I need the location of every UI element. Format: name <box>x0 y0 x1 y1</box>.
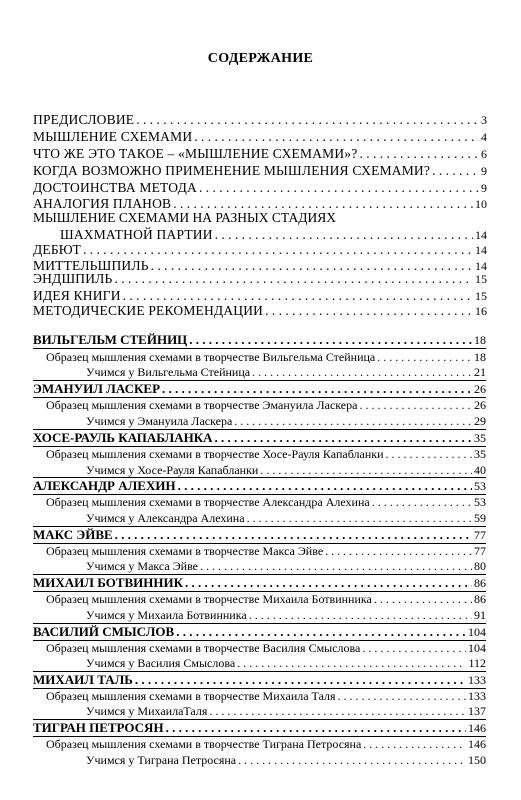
toc-subentry-page: 112 <box>468 656 486 670</box>
toc-entry-page: 10 <box>475 197 487 211</box>
toc-subentry-title: Образец мышления схемами в творчестве Макса Эйве <box>46 544 324 558</box>
toc-chapter[interactable] <box>33 478 486 494</box>
toc-chapter-title: АЛЕКСАНДР АЛЕХИН <box>33 478 176 493</box>
toc-chapter[interactable] <box>33 332 486 348</box>
toc-entry-page: 6 <box>481 147 487 161</box>
toc-chapter-page: 18 <box>474 333 486 347</box>
toc-entry-page: 15 <box>475 272 487 286</box>
toc-subentry[interactable] <box>86 656 486 671</box>
toc-subentry-title: Учимся у Александра Алехина <box>86 511 245 525</box>
toc-chapter[interactable] <box>33 720 486 736</box>
toc-entry[interactable] <box>33 129 487 145</box>
dot-leader <box>249 608 472 623</box>
dot-leader <box>260 463 472 478</box>
toc-subentry[interactable] <box>46 592 486 607</box>
toc-chapter[interactable] <box>33 381 486 397</box>
dot-leader <box>265 303 473 319</box>
dot-leader <box>432 163 479 179</box>
toc-chapter-page: 26 <box>474 382 486 396</box>
dot-leader <box>359 146 479 162</box>
dot-leader <box>189 332 472 348</box>
toc-chapter[interactable] <box>33 575 486 591</box>
toc-subentry-page: 80 <box>474 559 486 573</box>
toc-subentry-page: 137 <box>468 704 486 718</box>
toc-subentry-title: Учимся у Михаила Ботвинника <box>86 608 247 622</box>
toc-chapter[interactable] <box>33 624 486 640</box>
toc-entry-page: 14 <box>475 259 487 273</box>
toc-subentry-title: Образец мышления схемами в творчестве Тиграна Петросяна <box>46 737 362 751</box>
toc-entry-page: 4 <box>481 130 487 144</box>
toc-entry-page: 14 <box>475 228 487 242</box>
toc-subentry-title: Учимся у Тиграна Петросяна <box>86 753 237 767</box>
dot-leader <box>178 478 472 494</box>
toc-entry-page: 16 <box>475 304 487 318</box>
toc-chapter-page: 35 <box>474 431 486 445</box>
dot-leader <box>199 180 479 196</box>
divider <box>33 348 486 349</box>
toc-chapter-page: 53 <box>474 479 486 493</box>
dot-leader <box>215 227 473 243</box>
toc-entry-page: 14 <box>475 243 487 257</box>
toc-subentry-page: 150 <box>468 753 486 767</box>
toc-entry[interactable] <box>33 163 487 179</box>
toc-subentry-title: Учимся у Вильгельма Стейница <box>86 365 251 379</box>
toc-subentry-page: 29 <box>474 414 486 428</box>
toc-chapter-title: МИХАИЛ БОТВИННИК <box>33 575 184 590</box>
toc-subentry[interactable] <box>46 737 486 752</box>
toc-subentry-page: 53 <box>474 495 486 509</box>
toc-subentry[interactable] <box>86 463 486 478</box>
dot-leader <box>362 641 466 656</box>
toc-subentry-title: Образец мышления схемами в творчестве Михаила Ботвинника <box>46 592 372 606</box>
dot-leader <box>386 447 473 462</box>
toc-subentry-page: 26 <box>474 398 486 412</box>
dot-leader <box>374 592 472 607</box>
toc-subentry[interactable] <box>46 350 486 365</box>
toc-entry-page: 3 <box>481 113 487 127</box>
toc-subentry[interactable] <box>86 704 486 719</box>
dot-leader <box>234 414 472 429</box>
toc-chapter-page: 77 <box>474 528 486 542</box>
dot-leader <box>123 288 473 304</box>
dot-leader <box>136 112 479 128</box>
toc-subentry-title: Образец мышления схемами в творчестве Хосе-Рауля Капабланки <box>46 447 384 461</box>
dot-leader <box>185 575 472 591</box>
toc-chapter[interactable] <box>33 672 486 688</box>
toc-chapter-page: 133 <box>468 673 486 687</box>
toc-subentry[interactable] <box>86 608 486 623</box>
toc-subentry-title: Образец мышления схемами в творчестве Вильгельма Стейница <box>46 350 376 364</box>
toc-chapter-title: ЭМАНУИЛ ЛАСКЕР <box>33 381 161 396</box>
toc-entry[interactable] <box>33 271 487 287</box>
toc-subentry-page: 86 <box>474 592 486 606</box>
dot-leader <box>115 271 474 287</box>
toc-subentry-page: 91 <box>474 608 486 622</box>
dot-leader <box>377 350 472 365</box>
toc-entry-title: ДЕБЮТ <box>33 242 81 257</box>
toc-entry-title: ИДЕЯ КНИГИ <box>33 288 121 303</box>
toc-subentry-title: Образец мышления схемами в творчестве Александра Алехина <box>46 495 370 509</box>
dot-leader <box>162 381 472 397</box>
toc-entry-title: МЕТОДИЧЕСКИЕ РЕКОМЕНДАЦИИ <box>33 303 264 318</box>
dot-leader <box>115 527 472 543</box>
toc-subentry[interactable] <box>86 511 486 526</box>
toc-entry-title: ДОСТОИНСТВА МЕТОДА <box>33 180 197 195</box>
toc-subentry-page: 59 <box>474 511 486 525</box>
toc-entry[interactable] <box>33 242 487 258</box>
toc-subentry[interactable] <box>46 689 486 704</box>
toc-chapter[interactable] <box>33 430 486 446</box>
dot-leader <box>372 495 472 510</box>
toc-chapter-title: ВАСИЛИЙ СМЫСЛОВ <box>33 624 175 639</box>
dot-leader <box>363 737 466 752</box>
toc-entry[interactable] <box>60 227 487 243</box>
toc-entry-title: ЭНДШПИЛЬ <box>33 271 113 286</box>
toc-subentry-title: Учимся у Макса Эйве <box>86 559 198 573</box>
toc-entry-title: ШАХМАТНОЙ ПАРТИИ <box>60 227 213 242</box>
toc-subentry-title: Учимся у МихаилаТаля <box>86 704 208 718</box>
toc-entry[interactable] <box>33 180 487 196</box>
toc-subentry-page: 146 <box>468 737 486 751</box>
toc-chapter[interactable] <box>33 527 486 543</box>
toc-chapter-page: 86 <box>474 576 486 590</box>
toc-chapter-page: 146 <box>468 721 486 735</box>
toc-subentry[interactable] <box>86 414 486 429</box>
toc-entry-title: КОГДА ВОЗМОЖНО ПРИМЕНЕНИЕ МЫШЛЕНИЯ СХЕМАМИ? <box>33 163 431 178</box>
toc-chapter-page: 104 <box>468 625 486 639</box>
dot-leader <box>338 689 466 704</box>
toc-subentry[interactable] <box>46 544 486 559</box>
toc-entry[interactable] <box>33 112 487 128</box>
toc-entry-title: МИТТЕЛЬШПИЛЬ <box>33 258 149 273</box>
dot-leader <box>166 720 466 736</box>
toc-subentry-page: 77 <box>474 544 486 558</box>
toc-subentry[interactable] <box>46 398 486 413</box>
dot-leader <box>215 430 472 446</box>
toc-subentry[interactable] <box>86 559 486 574</box>
toc-entry-title: МЫШЛЕНИЕ СХЕМАМИ <box>33 129 193 144</box>
toc-subentry[interactable] <box>86 365 486 380</box>
dot-leader <box>252 365 472 380</box>
dot-leader <box>238 753 466 768</box>
toc-entry[interactable] <box>33 146 487 162</box>
toc-subentry-title: Учимся у Хосе-Рауля Капабланки <box>86 463 259 477</box>
dot-leader <box>237 656 466 671</box>
toc-entry-page: 15 <box>475 289 487 303</box>
toc-subentry-page: 133 <box>468 689 486 703</box>
toc-entry-title: МЫШЛЕНИЕ СХЕМАМИ НА РАЗНЫХ СТАДИЯХ <box>33 210 336 225</box>
dot-leader <box>135 672 466 688</box>
toc-subentry-title: Образец мышления схемами в творчестве Михаила Таля <box>46 689 336 703</box>
dot-leader <box>209 704 466 719</box>
toc-subentry[interactable] <box>46 495 486 510</box>
toc-chapter-title: ХОСЕ-РАУЛЬ КАПАБЛАНКА <box>33 430 213 445</box>
dot-leader <box>176 624 466 640</box>
toc-entry-page: 9 <box>481 164 487 178</box>
toc-subentry-page: 40 <box>474 463 486 477</box>
toc-chapter-title: МИХАИЛ ТАЛЬ <box>33 672 133 687</box>
toc-subentry-page: 21 <box>474 365 486 379</box>
dot-leader <box>359 398 472 413</box>
toc-subentry[interactable] <box>46 447 486 462</box>
dot-leader <box>247 511 472 526</box>
toc-subentry-title: Образец мышления схемами в творчестве Василия Смыслова <box>46 641 361 655</box>
page-title: СОДЕРЖАНИЕ <box>207 51 314 66</box>
toc-entry-title: АНАЛОГИЯ ПЛАНОВ <box>33 196 172 211</box>
toc-entry-title: ПРЕДИСЛОВИЕ <box>33 112 135 127</box>
toc-entry[interactable] <box>33 210 336 226</box>
toc-chapter-title: МАКС ЭЙВЕ <box>33 527 113 542</box>
toc-entry[interactable] <box>33 303 487 319</box>
toc-subentry[interactable] <box>86 753 486 768</box>
toc-entry-page: 9 <box>481 181 487 195</box>
dot-leader <box>194 129 479 145</box>
toc-subentry-title: Учимся у Василия Смыслова <box>86 656 236 670</box>
toc-chapter-title: ВИЛЬГЕЛЬМ СТЕЙНИЦ <box>33 332 188 347</box>
toc-subentry-title: Учимся у Эмануила Ласкера <box>86 414 233 428</box>
toc-subentry-page: 18 <box>474 350 486 364</box>
dot-leader <box>200 559 472 574</box>
dot-leader <box>325 544 472 559</box>
toc-entry[interactable] <box>33 288 487 304</box>
toc-subentry[interactable] <box>46 641 486 656</box>
toc-chapter-title: ТИГРАН ПЕТРОСЯН <box>33 720 164 735</box>
dot-leader <box>83 242 473 258</box>
toc-entry-title: ЧТО ЖЕ ЭТО ТАКОЕ – «МЫШЛЕНИЕ СХЕМАМИ»? <box>33 146 358 161</box>
toc-subentry-page: 104 <box>468 641 486 655</box>
toc-subentry-title: Образец мышления схемами в творчестве Эмануила Ласкера <box>46 398 358 412</box>
toc-subentry-page: 35 <box>474 447 486 461</box>
